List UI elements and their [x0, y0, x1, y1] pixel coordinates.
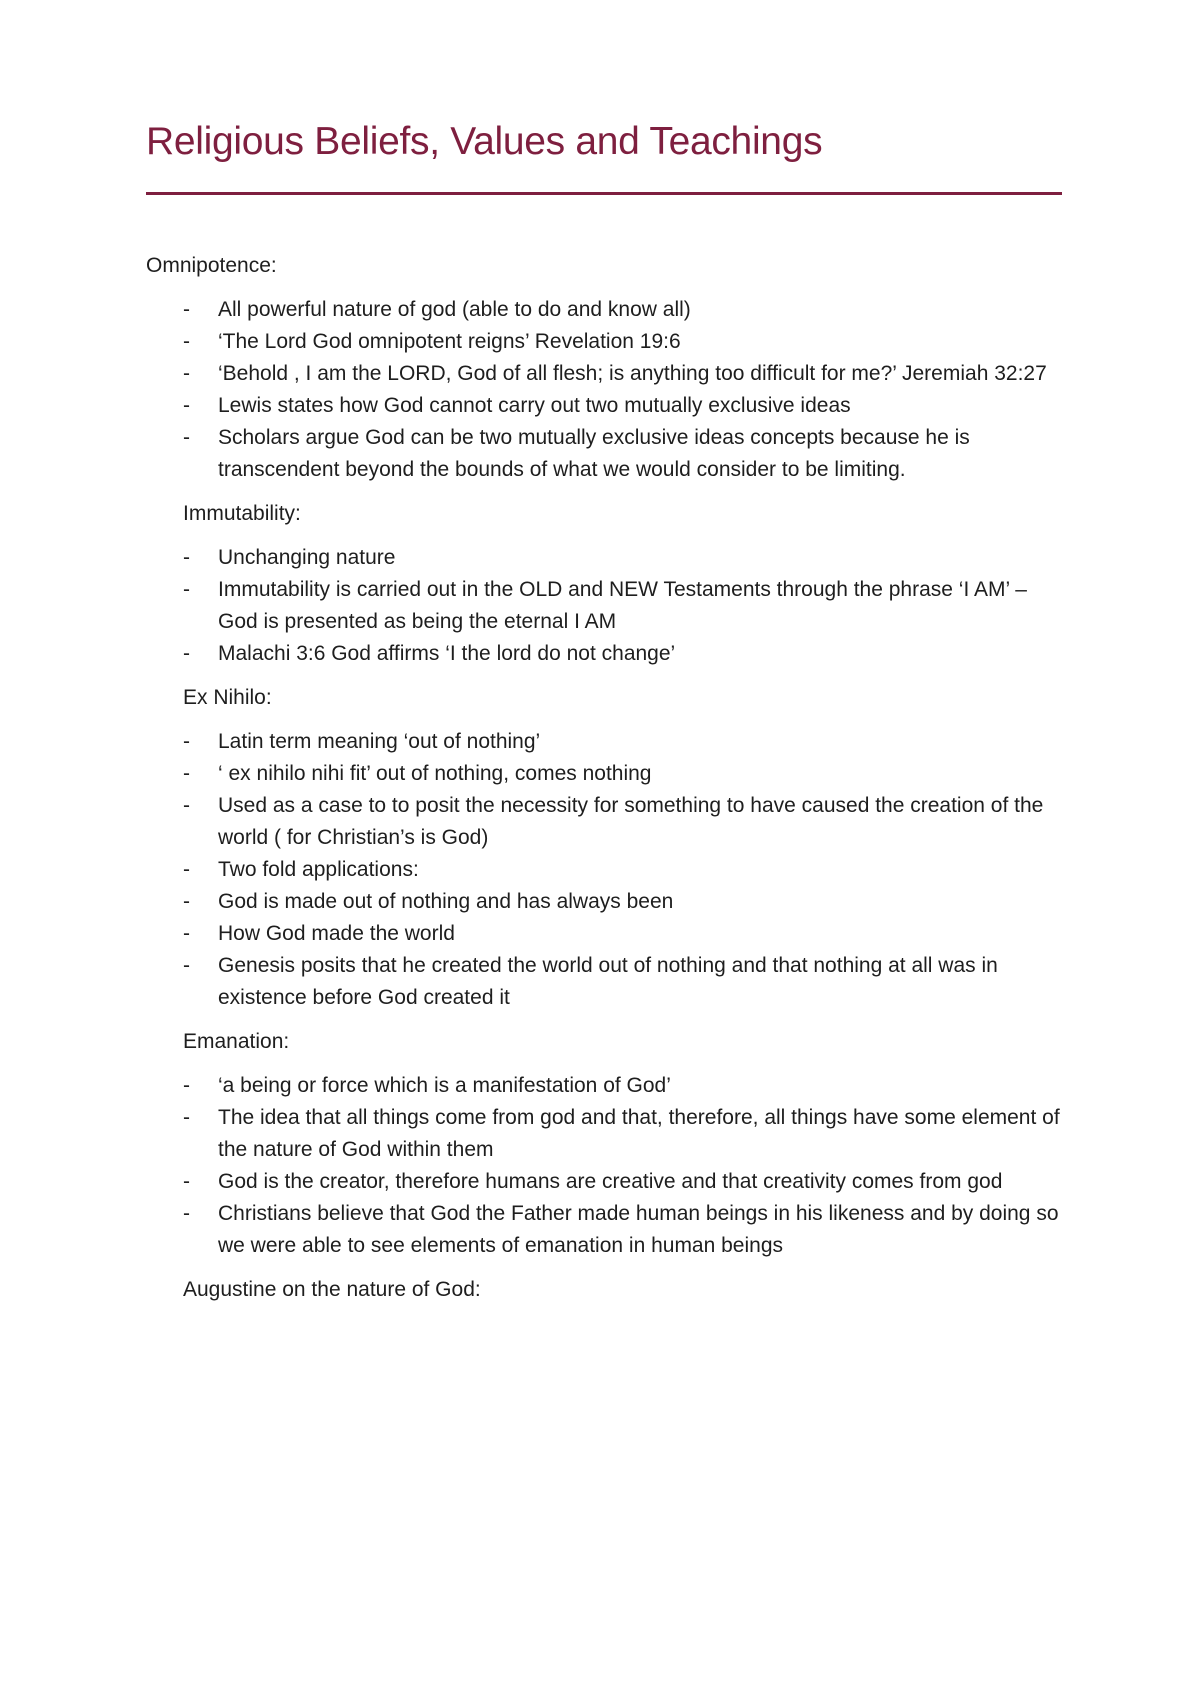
bullet-dash: - — [183, 330, 190, 353]
list-item-text: Latin term meaning ‘out of nothing’ — [218, 730, 541, 753]
list-item — [146, 390, 1066, 422]
section-heading-emanation: Emanation: — [183, 1030, 290, 1053]
section-heading-omnipotence: Omnipotence: — [146, 254, 277, 277]
list-item — [146, 638, 1066, 670]
list-item-text: Immutability is carried out in the OLD and NEW Testaments through the phrase ‘I AM’ – God is presented as being the eternal I AM — [218, 578, 1027, 633]
bullet-list-emanation — [146, 1070, 1066, 1262]
bullet-dash: - — [183, 890, 190, 913]
page-title: Religious Beliefs, Values and Teachings — [146, 120, 823, 163]
title-underline-rule — [146, 192, 1062, 195]
list-item-text: Used as a case to to posit the necessity for something to have caused the creation of the world ( for Christian’s is God) — [218, 794, 1044, 849]
list-item-text: Genesis posits that he created the world out of nothing and that nothing at all was in existence before God created it — [218, 954, 998, 1009]
list-item — [146, 758, 1066, 790]
bullet-dash: - — [183, 1074, 190, 1097]
bullet-dash: - — [183, 794, 190, 817]
list-item-text: ‘The Lord God omnipotent reigns’ Revelation 19:6 — [218, 330, 681, 353]
list-item-text: Unchanging nature — [218, 546, 396, 569]
list-item — [146, 1070, 1066, 1102]
list-item — [146, 726, 1066, 758]
list-item — [146, 790, 1066, 854]
section-heading-immutability: Immutability: — [183, 502, 301, 525]
list-item — [146, 422, 1066, 486]
section-heading-ex-nihilo: Ex Nihilo: — [183, 686, 272, 709]
list-item-text: All powerful nature of god (able to do and know all) — [218, 298, 691, 321]
list-item-text: Christians believe that God the Father made human beings in his likeness and by doing so we were able to see elements of emanation in human beings — [218, 1202, 1059, 1257]
bullet-dash: - — [183, 730, 190, 753]
bullet-dash: - — [183, 922, 190, 945]
list-item — [146, 1102, 1066, 1166]
bullet-dash: - — [183, 298, 190, 321]
bullet-dash: - — [183, 642, 190, 665]
bullet-list-ex-nihilo — [146, 726, 1066, 1014]
list-item — [146, 358, 1066, 390]
list-item — [146, 1198, 1066, 1262]
list-item — [146, 886, 1066, 918]
bullet-dash: - — [183, 1202, 190, 1225]
section-heading-augustine: Augustine on the nature of God: — [183, 1278, 481, 1301]
bullet-dash: - — [183, 426, 190, 449]
list-item-text: Scholars argue God can be two mutually exclusive ideas concepts because he is transcendent beyond the bounds of what we would consider to be limiting. — [218, 426, 970, 481]
list-item — [146, 1166, 1066, 1198]
bullet-dash: - — [183, 362, 190, 385]
bullet-dash: - — [183, 394, 190, 417]
bullet-dash: - — [183, 954, 190, 977]
bullet-dash: - — [183, 1170, 190, 1193]
bullet-dash: - — [183, 578, 190, 601]
list-item-text: ‘Behold , I am the LORD, God of all flesh; is anything too difficult for me?’ Jeremiah 32:27 — [218, 362, 1047, 385]
list-item — [146, 294, 1066, 326]
list-item-text: Lewis states how God cannot carry out two mutually exclusive ideas — [218, 394, 851, 417]
bullet-list-immutability — [146, 542, 1066, 670]
list-item-text: God is made out of nothing and has always been — [218, 890, 674, 913]
bullet-dash: - — [183, 546, 190, 569]
list-item — [146, 950, 1066, 1014]
document-body — [146, 250, 1066, 1306]
list-item-text: God is the creator, therefore humans are creative and that creativity comes from god — [218, 1170, 1003, 1193]
list-item — [146, 542, 1066, 574]
list-item-text: ‘a being or force which is a manifestation of God’ — [218, 1074, 671, 1097]
list-item-text: ‘ ex nihilo nihi fit’ out of nothing, comes nothing — [218, 762, 652, 785]
bullet-list-omnipotence — [146, 294, 1066, 486]
list-item — [146, 574, 1066, 638]
list-item-text: The idea that all things come from god and that, therefore, all things have some element of the nature of God within them — [218, 1106, 1060, 1161]
list-item-text: How God made the world — [218, 922, 455, 945]
list-item — [146, 854, 1066, 886]
list-item — [146, 326, 1066, 358]
list-item — [146, 918, 1066, 950]
list-item-text: Malachi 3:6 God affirms ‘I the lord do not change’ — [218, 642, 676, 665]
bullet-dash: - — [183, 858, 190, 881]
list-item-text: Two fold applications: — [218, 858, 419, 881]
bullet-dash: - — [183, 762, 190, 785]
bullet-dash: - — [183, 1106, 190, 1129]
